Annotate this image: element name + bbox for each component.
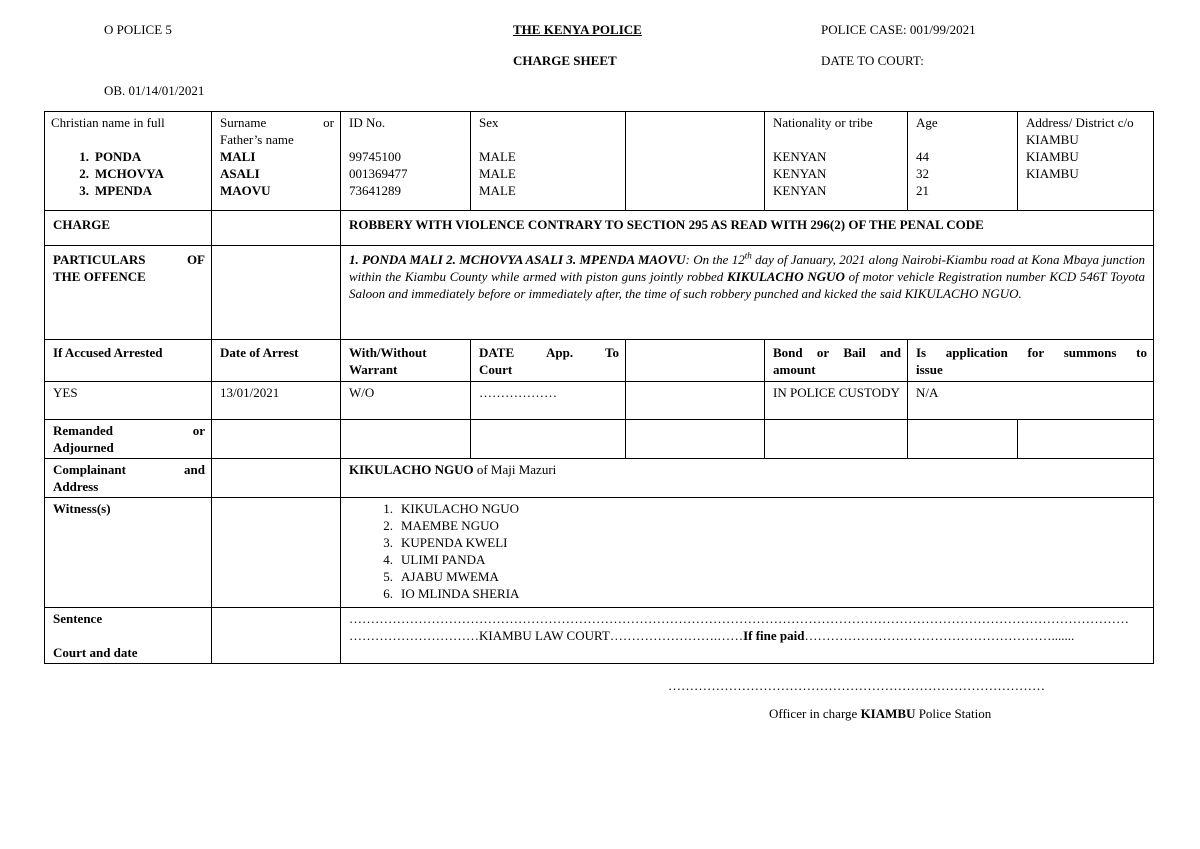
- address-value: KIAMBU: [1026, 149, 1079, 164]
- sentence-row: [45, 608, 1154, 664]
- date-to-court: DATE TO COURT:: [821, 53, 924, 68]
- blank-cell: [212, 211, 341, 246]
- list-item: 1. KIKULACHO NGUO: [383, 501, 520, 516]
- complainant-value: KIKULACHO NGUO of Maji Mazuri: [341, 459, 1154, 498]
- age-header: Age: [916, 115, 938, 130]
- blank-cell: [765, 420, 908, 459]
- address-value: KIAMBU: [1026, 166, 1079, 181]
- id-value: 99745100: [349, 149, 401, 164]
- sentence-line: ………………………………………………………………………………………………………………………………………………………………: [349, 611, 1129, 626]
- blank-cell: [212, 608, 341, 664]
- blank-cell: [471, 420, 626, 459]
- ob-number: OB. 01/14/01/2021: [104, 83, 205, 98]
- remanded-label: Remanded or Adjourned: [45, 420, 212, 459]
- sex-value: MALE: [479, 149, 516, 164]
- bond-header: Bond or Bail and amount: [765, 340, 908, 382]
- summons-header: Is application for summons to issue: [908, 340, 1154, 382]
- document-title: THE KENYA POLICE: [513, 22, 642, 37]
- blank-cell: [212, 420, 341, 459]
- surname-cell: [212, 112, 341, 211]
- charge-label: CHARGE: [45, 211, 212, 246]
- summons-value: N/A: [908, 382, 1154, 420]
- nationality-value: KENYAN: [773, 149, 827, 164]
- form-code: O POLICE 5: [104, 22, 172, 37]
- blank-cell: [626, 340, 765, 382]
- list-item: 3. KUPENDA KWELI: [383, 535, 508, 550]
- sex-header: Sex: [479, 115, 499, 130]
- signature-line: ……………………………………………………………………………: [668, 678, 1045, 693]
- document-subtitle: CHARGE SHEET: [513, 53, 617, 68]
- particulars-row: [45, 246, 1154, 340]
- witness-list-cell: [341, 498, 1154, 608]
- id-value: 73641289: [349, 183, 401, 198]
- age-cell: [908, 112, 1018, 211]
- surname-value: MALI: [220, 149, 256, 164]
- blank-cell: [626, 382, 765, 420]
- list-item: 2. MAEMBE NGUO: [383, 518, 499, 533]
- surname-value: MAOVU: [220, 183, 271, 198]
- list-item: 6. IO MLINDA SHERIA: [383, 586, 520, 601]
- charge-text: ROBBERY WITH VIOLENCE CONTRARY TO SECTION 295 AS READ WITH 296(2) OF THE PENAL CODE: [341, 211, 1154, 246]
- arrested-value: YES: [45, 382, 212, 420]
- christian-name-cell: [45, 112, 212, 211]
- id-value: 001369477: [349, 166, 408, 181]
- address-value: KIAMBU: [1026, 132, 1079, 147]
- list-item: 4. ULIMI PANDA: [383, 552, 486, 567]
- accused-row: [45, 112, 1154, 211]
- list-item: 1. PONDA: [79, 149, 142, 164]
- witness-list: [349, 500, 1147, 602]
- blank-cell: [626, 420, 765, 459]
- bond-value: IN POLICE CUSTODY: [765, 382, 908, 420]
- sentence-label: Sentence Court and date: [45, 608, 212, 664]
- surname-header: Surname or: [220, 115, 334, 130]
- charge-sheet-table: [44, 111, 1154, 664]
- nationality-value: KENYAN: [773, 166, 827, 181]
- nationality-header: Nationality or tribe: [773, 115, 873, 130]
- warrant-value: W/O: [341, 382, 471, 420]
- arrest-header-row: [45, 340, 1154, 382]
- arrest-date-value: 13/01/2021: [212, 382, 341, 420]
- age-value: 32: [916, 166, 929, 181]
- court-line: …………………………KIAMBU LAW COURT…………………….……If fine paid………………………………………………….......: [349, 628, 1075, 643]
- blank-cell: [212, 246, 341, 340]
- witness-row: [45, 498, 1154, 608]
- complainant-label: Complainant and Address: [45, 459, 212, 498]
- sex-value: MALE: [479, 183, 516, 198]
- blank-cell: [1018, 420, 1154, 459]
- particulars-label: PARTICULARS OF THE OFFENCE: [45, 246, 212, 340]
- surname-header-2: Father’s name: [220, 132, 294, 147]
- christian-name-header: Christian name in full: [51, 115, 165, 130]
- blank-cell: [908, 420, 1018, 459]
- address-header: Address/ District c/o: [1026, 115, 1134, 130]
- sex-value: MALE: [479, 166, 516, 181]
- sentence-value: [341, 608, 1154, 664]
- date-app-header: DATE App. To Court: [471, 340, 626, 382]
- warrant-header: With/Without Warrant: [341, 340, 471, 382]
- particulars-text: 1. PONDA MALI 2. MCHOVYA ASALI 3. MPENDA MAOVU: On the 12th day of January, 2021 along Nairobi-Kiambu road at Kona Mbaya junction within the Kiambu County while armed with piston guns jointly robbed KIKULACHO NGUO of motor vehicle Registration number KCD 546T Toyota Saloon and immediately before or immediately after, the time of such robbery punched and kicked the said KIKULACHO NGUO.: [341, 246, 1154, 340]
- date-app-value: ………………: [471, 382, 626, 420]
- blank-cell: [212, 498, 341, 608]
- nationality-value: KENYAN: [773, 183, 827, 198]
- date-arrest-header: Date of Arrest: [212, 340, 341, 382]
- age-value: 21: [916, 183, 929, 198]
- surname-value: ASALI: [220, 166, 260, 181]
- accused-first-names: [51, 148, 205, 199]
- complainant-row: [45, 459, 1154, 498]
- list-item: 5. AJABU MWEMA: [383, 569, 499, 584]
- list-item: 3. MPENDA: [79, 183, 153, 198]
- age-value: 44: [916, 149, 929, 164]
- if-arrested-header: If Accused Arrested: [45, 340, 212, 382]
- list-item: 2. MCHOVYA: [79, 166, 164, 181]
- blank-cell: [341, 420, 471, 459]
- blank-cell: [626, 112, 765, 211]
- id-header: ID No.: [349, 115, 386, 130]
- officer-in-charge: Officer in charge KIAMBU Police Station: [769, 706, 992, 721]
- sex-cell: [471, 112, 626, 211]
- blank-cell: [212, 459, 341, 498]
- id-cell: [341, 112, 471, 211]
- address-cell: [1018, 112, 1154, 211]
- nationality-cell: [765, 112, 908, 211]
- remanded-row: [45, 420, 1154, 459]
- charge-row: [45, 211, 1154, 246]
- arrest-values-row: [45, 382, 1154, 420]
- police-case-number: POLICE CASE: 001/99/2021: [821, 22, 976, 37]
- witness-label: Witness(s): [45, 498, 212, 608]
